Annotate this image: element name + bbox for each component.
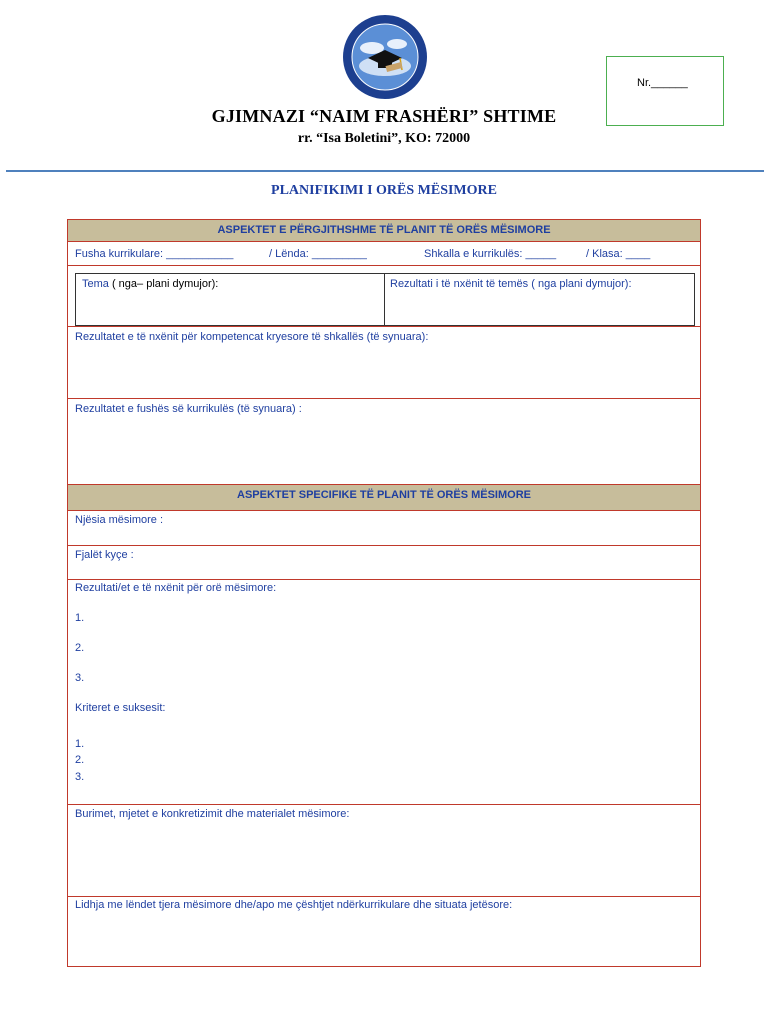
outcome-item-3: 3. [75, 672, 85, 684]
curriculum-field[interactable]: Fusha kurrikulare: ___________ [75, 248, 234, 260]
row-divider [68, 265, 700, 266]
header-divider [6, 170, 764, 172]
class-field[interactable]: / Klasa: ____ [586, 248, 651, 260]
subject-field[interactable]: / Lënda: _________ [269, 248, 367, 260]
document-number-label: Nr.______ [637, 77, 688, 89]
resources-label: Burimet, mjetet e konkretizimit dhe materialet mësimore: [75, 808, 350, 820]
lesson-unit-label: Njësia mësimore : [75, 514, 164, 526]
topic-label: Tema [82, 278, 109, 290]
topic-note: ( nga– plani dymujor): [108, 278, 219, 290]
topic-outcome-field[interactable]: Rezultati i të nxënit të temës ( nga plani dymujor): [390, 278, 632, 290]
specific-aspects-heading [68, 485, 700, 511]
school-seal-icon [342, 14, 428, 100]
outcome-item-2: 2. [75, 642, 85, 654]
learning-outcomes-label: Rezultati/et e të nxënit për orë mësimore: [75, 582, 277, 594]
outcome-item-1: 1. [75, 612, 85, 624]
topic-field[interactable] [82, 278, 218, 290]
cross-curricular-label: Lidhja me lëndet tjera mësimore dhe/apo me çështjet ndërkurrikulare dhe situata jetësore: [75, 899, 513, 911]
page-title: PLANIFIKIMI I ORËS MËSIMORE [271, 183, 497, 198]
topic-box [75, 273, 695, 326]
document-number-box [606, 56, 724, 126]
school-address: rr. “Isa Boletini”, KO: 72000 [297, 131, 471, 146]
lesson-unit-row[interactable] [68, 511, 700, 546]
topic-divider [384, 274, 385, 325]
curriculum-level-field[interactable]: Shkalla e kurrikulës: _____ [424, 248, 557, 260]
criteria-item-2: 2. [75, 754, 85, 766]
criteria-item-3: 3. [75, 771, 85, 783]
curriculum-outcomes-label: Rezultatet e fushës së kurrikulës (të synuara) : [75, 403, 302, 415]
general-aspects-heading [68, 220, 700, 242]
cross-curricular-row[interactable] [68, 897, 700, 967]
resources-row[interactable] [68, 805, 700, 897]
school-name: GJIMNAZI “NAIM FRASHËRI” SHTIME [211, 106, 557, 126]
success-criteria-label: Kriteret e suksesit: [75, 702, 166, 714]
learning-outcomes-row[interactable] [68, 580, 700, 805]
specific-aspects-heading-label: ASPEKTET SPECIFIKE TË PLANIT TË ORËS MËSIMORE [237, 489, 531, 501]
competencies-row[interactable] [68, 327, 700, 399]
competencies-label: Rezultatet e të nxënit për kompetencat kryesore të shkallës (të synuara): [75, 331, 429, 343]
curriculum-outcomes-row[interactable] [68, 399, 700, 485]
criteria-item-1: 1. [75, 738, 85, 750]
keywords-label: Fjalët kyçe : [75, 549, 134, 561]
general-aspects-heading-label: ASPEKTET E PËRGJITHSHME TË PLANIT TË ORËS MËSIMORE [217, 224, 551, 236]
lesson-plan-form [67, 219, 701, 967]
keywords-row[interactable] [68, 546, 700, 580]
